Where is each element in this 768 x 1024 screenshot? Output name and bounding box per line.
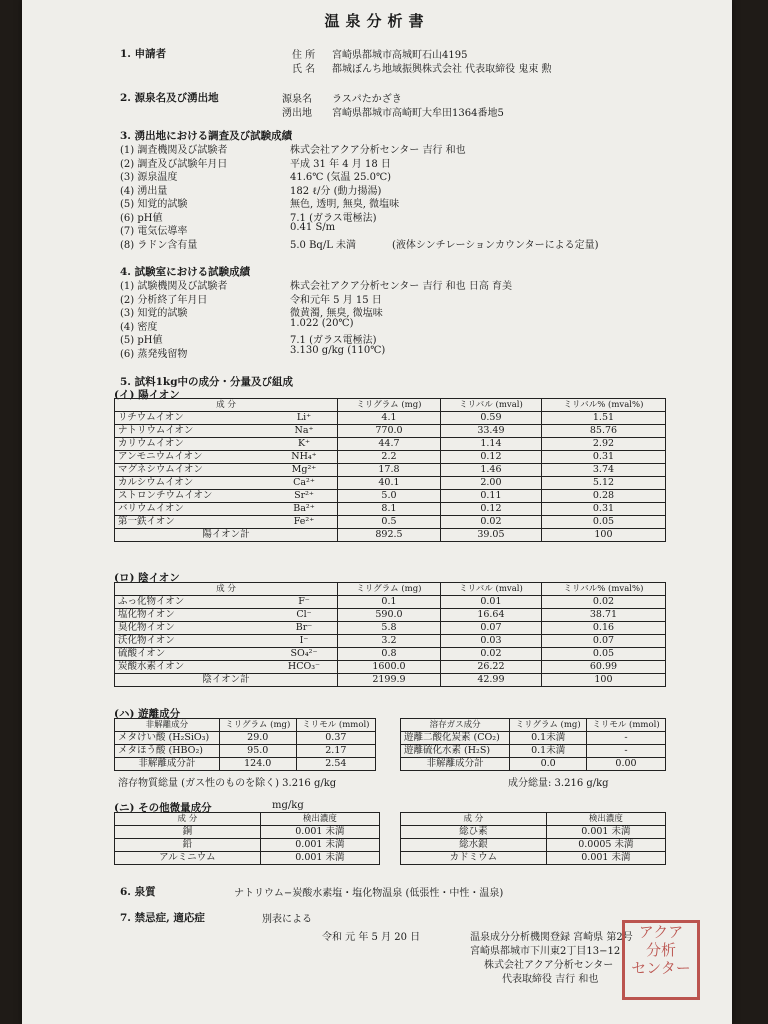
ion-name: カリウムイオン <box>115 438 272 451</box>
ion-row <box>115 438 666 451</box>
column-header: ミリグラム (mg) <box>219 719 296 732</box>
table-row <box>115 745 376 758</box>
mval-percent: 0.02 <box>541 596 665 609</box>
trace-table-right <box>400 812 666 865</box>
table-cell: 銅 <box>115 826 261 839</box>
mval-percent: 38.71 <box>541 609 665 622</box>
table-cell: 2.54 <box>296 758 375 771</box>
seal-line: 分析 <box>645 941 676 959</box>
source-label: 源泉名 <box>282 94 312 105</box>
mg-value: 3.2 <box>338 635 441 648</box>
mval-percent: 1.51 <box>541 412 665 425</box>
table-cell: 0.37 <box>296 732 375 745</box>
item-value: 平成 31 年 4 月 18 日 <box>290 158 391 170</box>
column-header: 成 分 <box>401 813 547 826</box>
mval-value: 0.12 <box>440 451 541 464</box>
ion-symbol: NH₄⁺ <box>271 451 338 464</box>
item-label: (7) 電気伝導率 <box>120 226 188 237</box>
document-title: 温泉分析書 <box>324 12 430 30</box>
item-value: 令和元年 5 月 15 日 <box>290 294 382 306</box>
mg-value: 1600.0 <box>338 661 441 674</box>
mval-percent: 0.28 <box>541 490 665 503</box>
item-label: (5) 知覚的試験 <box>120 199 188 210</box>
item-value: 5.0 Bq/L 未満 <box>290 239 357 251</box>
mval-percent: 0.16 <box>541 622 665 635</box>
column-header: 検出濃度 <box>546 813 665 826</box>
mval-percent: 0.05 <box>541 648 665 661</box>
mval-percent: 0.07 <box>541 635 665 648</box>
mval-value: 2.00 <box>440 477 541 490</box>
header-row <box>115 719 376 732</box>
column-header: ミリバル% (mval%) <box>541 583 665 596</box>
ion-name: 硫酸イオン <box>115 648 272 661</box>
ion-symbol: I⁻ <box>271 635 338 648</box>
mval-value: 16.64 <box>440 609 541 622</box>
item-label: (3) 知覚的試験 <box>120 308 188 319</box>
mg-value: 0.1 <box>338 596 441 609</box>
table-row <box>401 852 666 865</box>
ion-row <box>115 464 666 477</box>
source-location: 宮崎県都城市高崎町大牟田1364番地5 <box>332 108 504 119</box>
total-row <box>115 674 666 687</box>
total-value: 100 <box>541 529 665 542</box>
document-page <box>22 0 732 1024</box>
table-cell: - <box>586 745 665 758</box>
ion-symbol: SO₄²⁻ <box>271 648 338 661</box>
table-cell: 124.0 <box>219 758 296 771</box>
indications-value: 別表による <box>262 914 312 925</box>
mval-value: 33.49 <box>440 425 541 438</box>
cation-table <box>114 398 666 542</box>
ion-name: マグネシウムイオン <box>115 464 272 477</box>
ion-name: ナトリウムイオン <box>115 425 272 438</box>
representative: 代表取締役 吉行 和也 <box>502 974 599 985</box>
ion-name: リチウムイオン <box>115 412 272 425</box>
dissolved-total: 溶存物質総量 (ガス性のものを除く) 3.216 g/kg <box>118 778 337 789</box>
ion-symbol: HCO₃⁻ <box>271 661 338 674</box>
column-header: ミリバル (mval) <box>440 399 541 412</box>
mval-value: 0.02 <box>440 648 541 661</box>
name-label: 氏 名 <box>292 64 316 75</box>
mval-value: 1.14 <box>440 438 541 451</box>
column-header: ミリバル% (mval%) <box>541 399 665 412</box>
item-value: 株式会社アクア分析センター 吉行 和也 日高 育美 <box>290 281 513 292</box>
mg-value: 770.0 <box>338 425 441 438</box>
header-row <box>115 813 380 826</box>
ion-row <box>115 648 666 661</box>
table-cell: 鉛 <box>115 839 261 852</box>
cation-label: (イ) 陽イオン <box>114 389 180 401</box>
mval-value: 0.02 <box>440 516 541 529</box>
table-row <box>115 732 376 745</box>
item-label: (1) 調査機関及び試験者 <box>120 145 228 156</box>
ion-row <box>115 412 666 425</box>
mval-value: 1.46 <box>440 464 541 477</box>
ion-row <box>115 661 666 674</box>
company-seal <box>622 920 700 1000</box>
component-total: 成分総量: 3.216 g/kg <box>508 778 609 789</box>
mval-percent: 2.92 <box>541 438 665 451</box>
item-label: (6) 蒸発残留物 <box>120 348 188 360</box>
section-7-heading: 7. 禁忌症, 適応症 <box>120 912 205 924</box>
section-1-heading: 1. 申請者 <box>120 48 167 60</box>
table-cell: アルミニウム <box>115 852 261 865</box>
anion-table <box>114 582 666 687</box>
location-label: 湧出地 <box>282 108 312 119</box>
column-header: 成 分 <box>115 583 338 596</box>
table-cell: メタほう酸 (HBO₂) <box>115 745 220 758</box>
mval-value: 0.11 <box>440 490 541 503</box>
ion-row <box>115 622 666 635</box>
item-label: (2) 調査及び試験年月日 <box>120 158 228 170</box>
table-cell: 0.001 未満 <box>260 839 379 852</box>
mg-value: 17.8 <box>338 464 441 477</box>
ion-symbol: Li⁺ <box>271 412 338 425</box>
section-2-heading: 2. 源泉名及び湧出地 <box>120 92 219 104</box>
item-label: (8) ラドン含有量 <box>120 239 198 251</box>
item-label: (2) 分析終了年月日 <box>120 294 208 306</box>
ion-symbol: Cl⁻ <box>271 609 338 622</box>
total-value: 892.5 <box>338 529 441 542</box>
company-name: 株式会社アクア分析センター <box>484 960 614 971</box>
item-value: 株式会社アクア分析センター 吉行 和也 <box>290 145 466 156</box>
mval-percent: 0.31 <box>541 503 665 516</box>
table-cell: 0.1未満 <box>510 732 587 745</box>
section-5-heading: 5. 試料1kg中の成分・分量及び組成 <box>120 376 294 388</box>
ion-row <box>115 451 666 464</box>
column-header: ミリモル (mmol) <box>586 719 665 732</box>
item-value: 無色, 透明, 無臭, 微塩味 <box>290 199 400 210</box>
item-value: 7.1 (ガラス電極法) <box>290 212 377 224</box>
registration: 温泉成分分析機関登録 宮崎県 第2号 <box>470 932 633 943</box>
table-cell: 0.00 <box>586 758 665 771</box>
table-cell: 非解離成分計 <box>115 758 220 771</box>
ion-symbol: Mg²⁺ <box>271 464 338 477</box>
ion-name: カルシウムイオン <box>115 477 272 490</box>
table-row <box>401 732 666 745</box>
mg-value: 40.1 <box>338 477 441 490</box>
dissolved-gas-table <box>400 718 666 771</box>
item-label: (4) 密度 <box>120 321 158 333</box>
ion-row <box>115 596 666 609</box>
mval-percent: 0.05 <box>541 516 665 529</box>
ion-name: ストロンチウムイオン <box>115 490 272 503</box>
trace-table-left <box>114 812 380 865</box>
total-row <box>115 529 666 542</box>
ion-symbol: Fe²⁺ <box>271 516 338 529</box>
item-value: 1.022 (20℃) <box>290 317 354 329</box>
table-cell: 0.0 <box>510 758 587 771</box>
mval-value: 26.22 <box>440 661 541 674</box>
ion-symbol: F⁻ <box>271 596 338 609</box>
ion-row <box>115 425 666 438</box>
item-label: (6) pH値 <box>120 212 163 224</box>
ion-name: 第一鉄イオン <box>115 516 272 529</box>
column-header: ミリグラム (mg) <box>338 399 441 412</box>
applicant-address: 宮崎県都城市高城町石山4195 <box>332 50 468 61</box>
table-cell: - <box>586 732 665 745</box>
ion-symbol: Ba²⁺ <box>271 503 338 516</box>
spring-quality: ナトリウム−炭酸水素塩・塩化物温泉 (低張性・中性・温泉) <box>234 888 504 899</box>
table-row <box>115 839 380 852</box>
table-cell: 0.001 未満 <box>260 826 379 839</box>
section-4-heading: 4. 試験室における試験成績 <box>120 266 251 278</box>
item-label: (5) pH値 <box>120 335 163 346</box>
total-value: 39.05 <box>440 529 541 542</box>
ion-row <box>115 477 666 490</box>
column-header: ミリバル (mval) <box>440 583 541 596</box>
mg-value: 2.2 <box>338 451 441 464</box>
ion-row <box>115 503 666 516</box>
table-cell: カドミウム <box>401 852 547 865</box>
ion-name: 沃化物イオン <box>115 635 272 648</box>
mval-percent: 3.74 <box>541 464 665 477</box>
anion-label: (ロ) 陰イオン <box>114 572 180 584</box>
ion-name: アンモニウムイオン <box>115 451 272 464</box>
item-value: 微黄濁, 無臭, 微塩味 <box>290 308 383 319</box>
item-label: (1) 試験機関及び試験者 <box>120 281 228 292</box>
table-cell: 非解離成分計 <box>401 758 510 771</box>
total-row <box>115 758 376 771</box>
ion-row <box>115 490 666 503</box>
mval-percent: 60.99 <box>541 661 665 674</box>
mg-value: 44.7 <box>338 438 441 451</box>
ion-symbol: Ca²⁺ <box>271 477 338 490</box>
ion-symbol: Na⁺ <box>271 425 338 438</box>
header-row <box>115 399 666 412</box>
table-cell: 29.0 <box>219 732 296 745</box>
column-header: 成 分 <box>115 399 338 412</box>
column-header: ミリグラム (mg) <box>510 719 587 732</box>
column-header: 非解離成分 <box>115 719 220 732</box>
table-row <box>115 826 380 839</box>
seal-line: センター <box>631 959 691 977</box>
section-6-heading: 6. 泉質 <box>120 886 156 898</box>
total-value: 42.99 <box>440 674 541 687</box>
table-cell: 総ひ素 <box>401 826 547 839</box>
table-row <box>401 839 666 852</box>
column-header: 成 分 <box>115 813 261 826</box>
ion-symbol: K⁺ <box>271 438 338 451</box>
table-row <box>401 745 666 758</box>
undissociated-table <box>114 718 376 771</box>
mg-value: 5.0 <box>338 490 441 503</box>
mval-value: 0.12 <box>440 503 541 516</box>
mg-value: 590.0 <box>338 609 441 622</box>
ion-symbol: Sr²⁺ <box>271 490 338 503</box>
column-header: ミリモル (mmol) <box>296 719 375 732</box>
section-3-heading: 3. 湧出地における調査及び試験成績 <box>120 130 293 142</box>
table-cell: 0.1未満 <box>510 745 587 758</box>
total-value: 2199.9 <box>338 674 441 687</box>
header-row <box>401 719 666 732</box>
ion-name: バリウムイオン <box>115 503 272 516</box>
item-label: (3) 源泉温度 <box>120 172 178 183</box>
ion-name: ふっ化物イオン <box>115 596 272 609</box>
table-row <box>115 852 380 865</box>
header-row <box>115 583 666 596</box>
table-cell: 遊離硫化水素 (H₂S) <box>401 745 510 758</box>
mg-value: 8.1 <box>338 503 441 516</box>
table-cell: メタけい酸 (H₂SiO₃) <box>115 732 220 745</box>
undissociated-label: (ハ) 遊離成分 <box>114 708 181 720</box>
table-row <box>401 826 666 839</box>
table-cell: 総水銀 <box>401 839 547 852</box>
ion-symbol: Br⁻ <box>271 622 338 635</box>
table-cell: 0.0005 未満 <box>546 839 665 852</box>
address-label: 住 所 <box>292 50 316 61</box>
header-row <box>401 813 666 826</box>
mg-value: 0.8 <box>338 648 441 661</box>
item-value: 3.130 g/kg (110℃) <box>290 344 386 356</box>
applicant-name: 都城ぼんち地域振興株式会社 代表取締役 鬼束 勲 <box>332 64 552 75</box>
ion-row <box>115 635 666 648</box>
mg-value: 0.5 <box>338 516 441 529</box>
item-value: 0.41 S/m <box>290 222 336 233</box>
mval-value: 0.01 <box>440 596 541 609</box>
table-cell: 95.0 <box>219 745 296 758</box>
mval-percent: 5.12 <box>541 477 665 490</box>
issue-date: 令和 元 年 5 月 20 日 <box>322 932 421 943</box>
ion-row <box>115 609 666 622</box>
trace-unit: mg/kg <box>272 800 304 811</box>
column-header: ミリグラム (mg) <box>338 583 441 596</box>
radon-method-note: (液体シンチレーションカウンターによる定量) <box>392 240 599 251</box>
item-value: 7.1 (ガラス電極法) <box>290 335 377 346</box>
table-cell: 0.001 未満 <box>546 852 665 865</box>
table-cell: 遊離二酸化炭素 (CO₂) <box>401 732 510 745</box>
company-address: 宮崎県都城市下川東2丁目13−12 <box>470 946 621 957</box>
mval-value: 0.07 <box>440 622 541 635</box>
ion-name: 塩化物イオン <box>115 609 272 622</box>
item-label: (4) 湧出量 <box>120 185 168 197</box>
table-cell: 2.17 <box>296 745 375 758</box>
mval-value: 0.59 <box>440 412 541 425</box>
mg-value: 5.8 <box>338 622 441 635</box>
column-header: 溶存ガス成分 <box>401 719 510 732</box>
item-value: 41.6℃ (気温 25.0℃) <box>290 172 392 183</box>
total-value: 100 <box>541 674 665 687</box>
column-header: 検出濃度 <box>260 813 379 826</box>
table-cell: 0.001 未満 <box>260 852 379 865</box>
mval-percent: 0.31 <box>541 451 665 464</box>
table-cell: 0.001 未満 <box>546 826 665 839</box>
trace-label: (ニ) その他微量成分 <box>114 802 212 814</box>
ion-name: 臭化物イオン <box>115 622 272 635</box>
mval-percent: 85.76 <box>541 425 665 438</box>
ion-row <box>115 516 666 529</box>
mval-value: 0.03 <box>440 635 541 648</box>
mg-value: 4.1 <box>338 412 441 425</box>
total-label: 陰イオン計 <box>115 674 338 687</box>
source-name: ラスパたかざき <box>332 94 402 105</box>
item-value: 182 ℓ/分 (動力揚湯) <box>290 185 382 197</box>
seal-line: アクア <box>638 923 684 941</box>
ion-name: 炭酸水素イオン <box>115 661 272 674</box>
total-label: 陽イオン計 <box>115 529 338 542</box>
total-row <box>401 758 666 771</box>
